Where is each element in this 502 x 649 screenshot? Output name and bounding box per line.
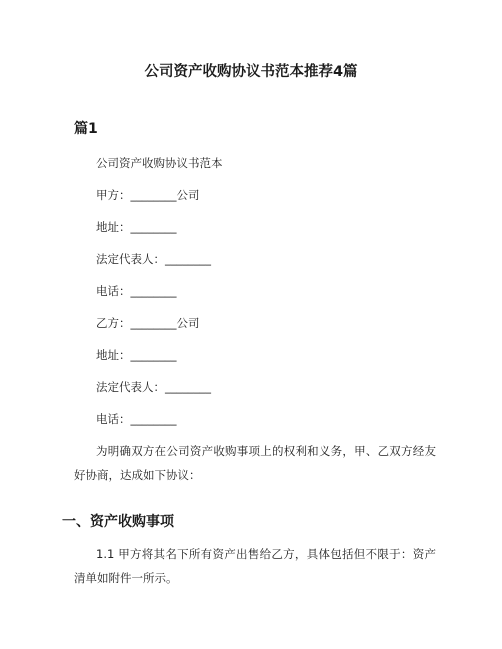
rep-a-label: 法定代表人： [96, 252, 165, 266]
address-a-label: 地址： [96, 220, 131, 234]
phone-a-line [96, 283, 177, 299]
rep-a-line [96, 251, 211, 267]
address-a-blank: ________ [130, 220, 177, 234]
party-a-line [96, 187, 200, 203]
phone-b-blank: ________ [130, 412, 177, 426]
agreement-name: 公司资产收购协议书范本 [96, 156, 223, 170]
part-heading: 篇1 [74, 121, 98, 137]
phone-b-line [96, 411, 177, 427]
party-b-suffix: 公司 [176, 316, 200, 330]
rep-b-label: 法定代表人： [96, 380, 165, 394]
document-title: 公司资产收购协议书范本推荐4篇 [144, 64, 358, 80]
party-a-blank: ________ [130, 188, 177, 202]
phone-a-label: 电话： [96, 284, 131, 298]
party-a-suffix: 公司 [176, 188, 200, 202]
section-1-heading: 一、资产收购事项 [62, 514, 174, 530]
party-b-line [96, 315, 200, 331]
address-b-label: 地址： [96, 348, 131, 362]
address-b-line [96, 347, 177, 363]
intro-paragraph: 为明确双方在公司资产收购事项上的权利和义务，甲、乙双方经友好协商，达成如下协议： [74, 444, 436, 482]
clause-1-1: 1.1 甲方将其名下所有资产出售给乙方，具体包括但不限于：资产清单如附件一所示。 [74, 547, 436, 585]
rep-b-blank: ________ [165, 380, 211, 394]
phone-a-blank: ________ [130, 284, 177, 298]
rep-a-blank: ________ [165, 252, 211, 266]
party-b-label: 乙方： [96, 316, 131, 330]
rep-b-line [96, 379, 211, 395]
party-b-blank: ________ [130, 316, 177, 330]
address-b-blank: ________ [130, 348, 177, 362]
party-a-label: 甲方： [96, 188, 131, 202]
address-a-line [96, 219, 177, 235]
phone-b-label: 电话： [96, 412, 131, 426]
